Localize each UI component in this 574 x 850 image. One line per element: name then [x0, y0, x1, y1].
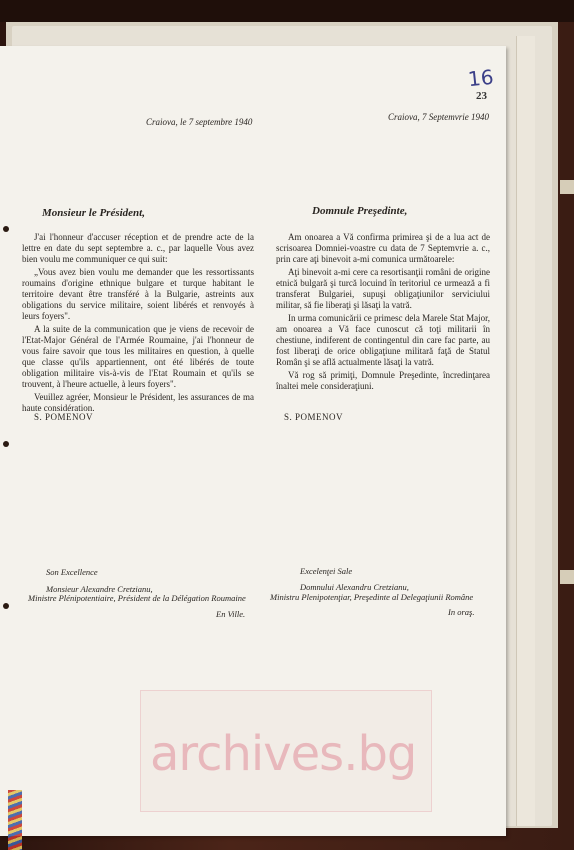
- binding-string: [8, 790, 22, 850]
- french-body: [22, 232, 254, 416]
- page-edge-tab: [516, 36, 535, 826]
- romanian-signature: S. POMENOV: [284, 412, 344, 422]
- french-paragraph: A la suite de la communication que je viens de recevoir de l'Etat-Major Général de l'Armée Roumaine, j'ai l'honneur de vous faire savoir que tous les militaires en question, à quelle que classe qu'ils appartiennent, ont été libérés de toute obligation militaire vis-à-vis de l'Etat Roumain et qu'ils se trouvent, à l'heure actuelle, à leurs foyers".: [22, 324, 254, 389]
- binding-hole: [3, 226, 9, 232]
- romanian-paragraph: Am onoarea a Vă confirma primirea şi de a lua act de scrisoarea Domniei-voastre cu data de 7 Septemvrie a. c., prin care aţi binevoit a-mi comunica următoarele:: [276, 232, 490, 264]
- binding-hole: [3, 603, 9, 609]
- romanian-date: Craiova, 7 Septemvrie 1940: [388, 112, 489, 122]
- french-address-line: Son Excellence: [46, 567, 98, 577]
- romanian-paragraph: In urma comunicării ce primesc dela Marele Stat Major, am onoarea a Vă face cunoscut că toţi militarii în chestiune, indiferent de contingentul din care fac parte, au fost liberaţi de orice obligaţiune militară faţă de Statul Român şi se află actualmente lăsaţi la vatră.: [276, 313, 490, 367]
- edge-marker: [560, 180, 574, 194]
- page-number: 23: [476, 90, 487, 102]
- watermark-text: archives.bg: [150, 726, 417, 782]
- french-date: Craiova, le 7 septembre 1940: [146, 117, 253, 127]
- french-salutation: Monsieur le Président,: [42, 207, 145, 219]
- romanian-address-line: Ministru Plenipotenţiar, Preşedinte al Delegaţiunii Române: [270, 592, 474, 602]
- french-address-line: Ministre Plénipotentiaire, Président de la Délégation Roumaine: [28, 593, 246, 603]
- romanian-body: [276, 232, 490, 394]
- french-paragraph: J'ai l'honneur d'accuser réception et de prendre acte de la lettre en date du sept septembre a. c., par laquelle Vous avez bien voulu me communiquer ce qui suit:: [22, 232, 254, 264]
- romanian-salutation: Domnule Preşedinte,: [312, 205, 408, 217]
- french-paragraph: „Vous avez bien voulu me demander que les ressortissants roumains d'origine ethnique bulgare et turque habitant le territoire devant être transféré à la Bulgarie, astreints aux obligations du service militaire, soient libérés et renvoyés à leurs foyers".: [22, 267, 254, 321]
- binding-hole: [3, 441, 9, 447]
- french-paragraph: Veuillez agréer, Monsieur le Président, les assurances de ma haute considération.: [22, 392, 254, 413]
- handwritten-folio-number: 16: [466, 64, 495, 92]
- romanian-address-line: Domnului Alexandru Cretzianu,: [300, 582, 409, 592]
- edge-marker: [560, 570, 574, 584]
- romanian-address-line: In oraş.: [448, 607, 475, 617]
- french-signature: S. POMENOV: [34, 412, 94, 422]
- romanian-address-line: Excelenţei Sale: [300, 566, 353, 576]
- french-address-line: En Ville.: [216, 609, 246, 619]
- binder-top-edge: [0, 0, 574, 22]
- romanian-paragraph: Aţi binevoit a-mi cere ca resortisanţii români de origine etnică bulgară şi turcă locuind în teritoriul ce urmează a fi transferat Bulgariei, supuşi obligaţiunilor serviciului militar, să fie liberaţi şi lăsaţi la vatră.: [276, 267, 490, 310]
- romanian-paragraph: Vă rog să primiţi, Domnule Preşedinte, încredinţarea înaltei mele consideraţiuni.: [276, 370, 490, 391]
- french-address-line: Monsieur Alexandre Cretzianu,: [46, 584, 153, 594]
